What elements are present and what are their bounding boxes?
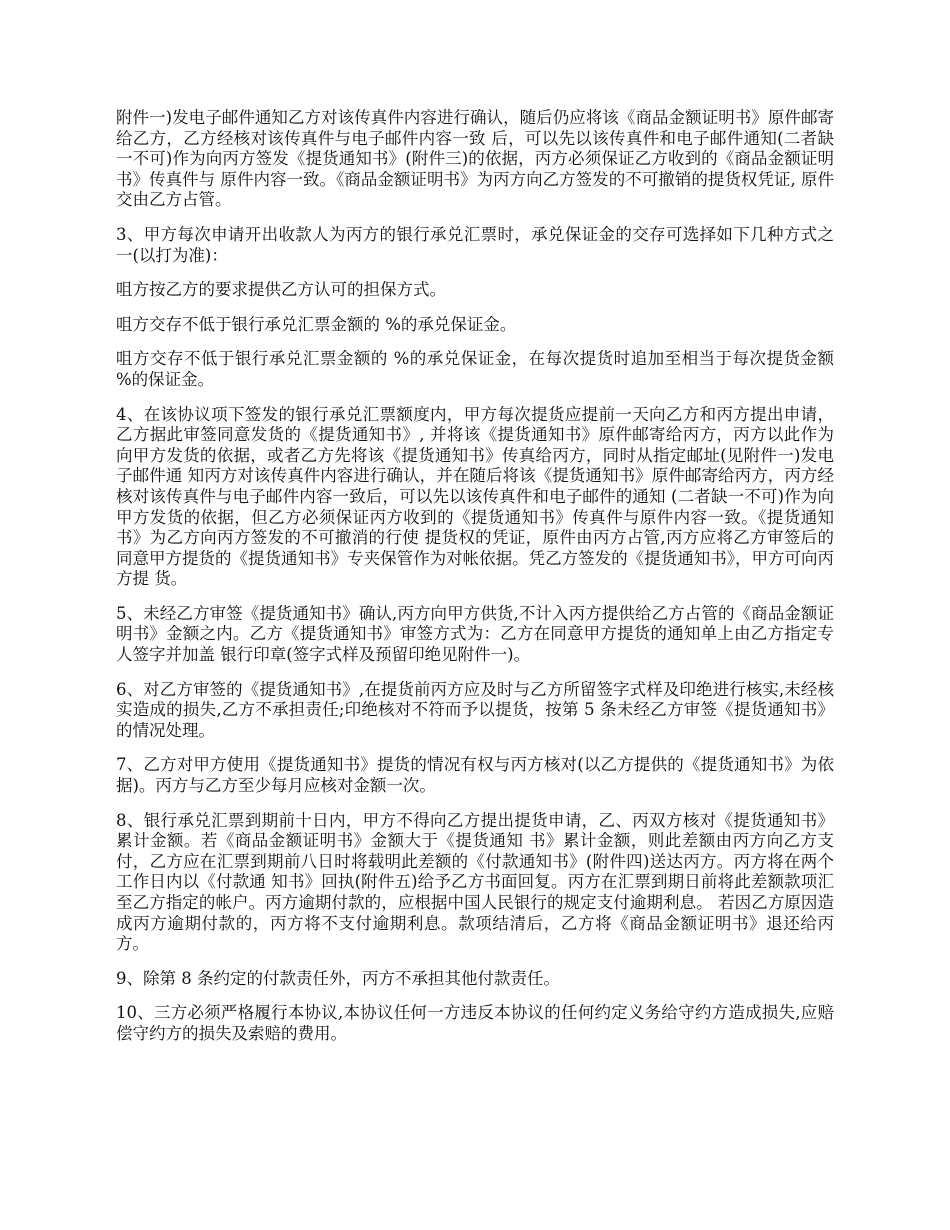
- paragraph-clause-4: 4、在该协议项下签发的银行承兑汇票额度内，甲方每次提货应提前一天向乙方和丙方提出申请，乙方据此审签同意发货的《提货通知书》, 并将该《提货通知书》原件邮寄给丙方，丙方以此作为向甲方发货的依据，或者乙方先将该《提货通知书》传真给丙方，同时从指定邮址(见附件一)发电子邮件通 知丙方对该传真件内容进行确认，并在随后将该《提货通知书》原件邮寄给丙方，丙方经核对该传真件与电子邮件内容一致后，可以先以该传真件和电子邮件的通知 (二者缺一不可)作为向甲方发货的依据，但乙方必须保证丙方收到的《提货通知书》传真件与原件内容一致。《提货通知书》为乙方向丙方签发的不可撤消的行使 提货权的凭证，原件由丙方占管,丙方应将乙方审签后的同意甲方提货的《提货通知书》专夹保管作为对帐依据。凭乙方签发的《提货通知书》，甲方可向丙方提 货。: [116, 404, 834, 589]
- paragraph-attachment-confirmation: 附件一)发电子邮件通知乙方对该传真件内容进行确认，随后仍应将该《商品金额证明书》原件邮寄给乙方，乙方经核对该传真件与电子邮件内容一致 后，可以先以该传真件和电子邮件通知(二者缺一不可)作为向丙方签发《提货通知书》(附件三)的依据，丙方必须保证乙方收到的《商品金额证明书》传真件与 原件内容一致。《商品金额证明书》为丙方向乙方签发的不可撤销的提货权凭证, 原件交由乙方占管。: [116, 108, 834, 210]
- paragraph-clause-9: 9、除第 8 条约定的付款责任外，丙方不承担其他付款责任。: [116, 968, 560, 988]
- paragraph-option-guarantee: 咀方按乙方的要求提供乙方认可的担保方式。: [116, 280, 446, 300]
- paragraph-clause-6: 6、对乙方审签的《提货通知书》,在提货前丙方应及时与乙方所留签字式样及印绝进行核实,未经核实造成的损失,乙方不承担责任;印绝核对不符而予以提货，按第 5 条未经乙方审签《提货通知书》的情况处理。: [116, 679, 834, 740]
- paragraph-clause-10: 10、三方必须严格履行本协议,本协议任何一方违反本协议的任何约定义务给守约方造成损失,应赔偿守约方的损失及索赔的费用。: [116, 1003, 834, 1043]
- paragraph-clause-5: 5、未经乙方审签《提货通知书》确认,丙方向甲方供货,不计入丙方提供给乙方占管的《商品金额证明书》金额之内。乙方《提货通知书》审签方式为：乙方在同意甲方提货的通知单上由乙方指定专人签字并加盖 银行印章(签字式样及预留印绝见附件一)。: [116, 603, 834, 665]
- paragraph-option-deposit: 咀方交存不低于银行承兑汇票金额的 %的承兑保证金。: [116, 314, 517, 334]
- paragraph-clause-3: 3、甲方每次申请开出收款人为丙方的银行承兑汇票时，承兑保证金的交存可选择如下几种方式之一(以打为准)：: [116, 224, 834, 265]
- paragraph-clause-7: 7、乙方对甲方使用《提货通知书》提货的情况有权与丙方核对(以乙方提供的《提货通知书》为依据)。丙方与乙方至少每月应核对金额一次。: [116, 755, 834, 796]
- paragraph-option-deposit-topup: 咀方交存不低于银行承兑汇票金额的 %的承兑保证金，在每次提货时追加至相当于每次提货金额 %的保证金。: [116, 349, 834, 389]
- paragraph-clause-8: 8、银行承兑汇票到期前十日内，甲方不得向乙方提出提货申请，乙、丙双方核对《提货通知书》累计金额。若《商品金额证明书》金额大于《提货通知 书》累计金额，则此差额由丙方向乙方支付，乙方应在汇票到期前八日时将载明此差额的《付款通知书》(附件四)送达丙方。丙方将在两个工作日内以《付款通 知书》回执(附件五)给予乙方书面回复。丙方在汇票到期日前将此差额款项汇至乙方指定的帐户。丙方逾期付款的，应根据中国人民银行的规定支付逾期利息。 若因乙方原因造成丙方逾期付款的，丙方将不支付逾期利息。款项结清后，乙方将《商品金额证明书》退还给丙方。: [116, 810, 834, 954]
- document-page: [116, 108, 834, 1059]
